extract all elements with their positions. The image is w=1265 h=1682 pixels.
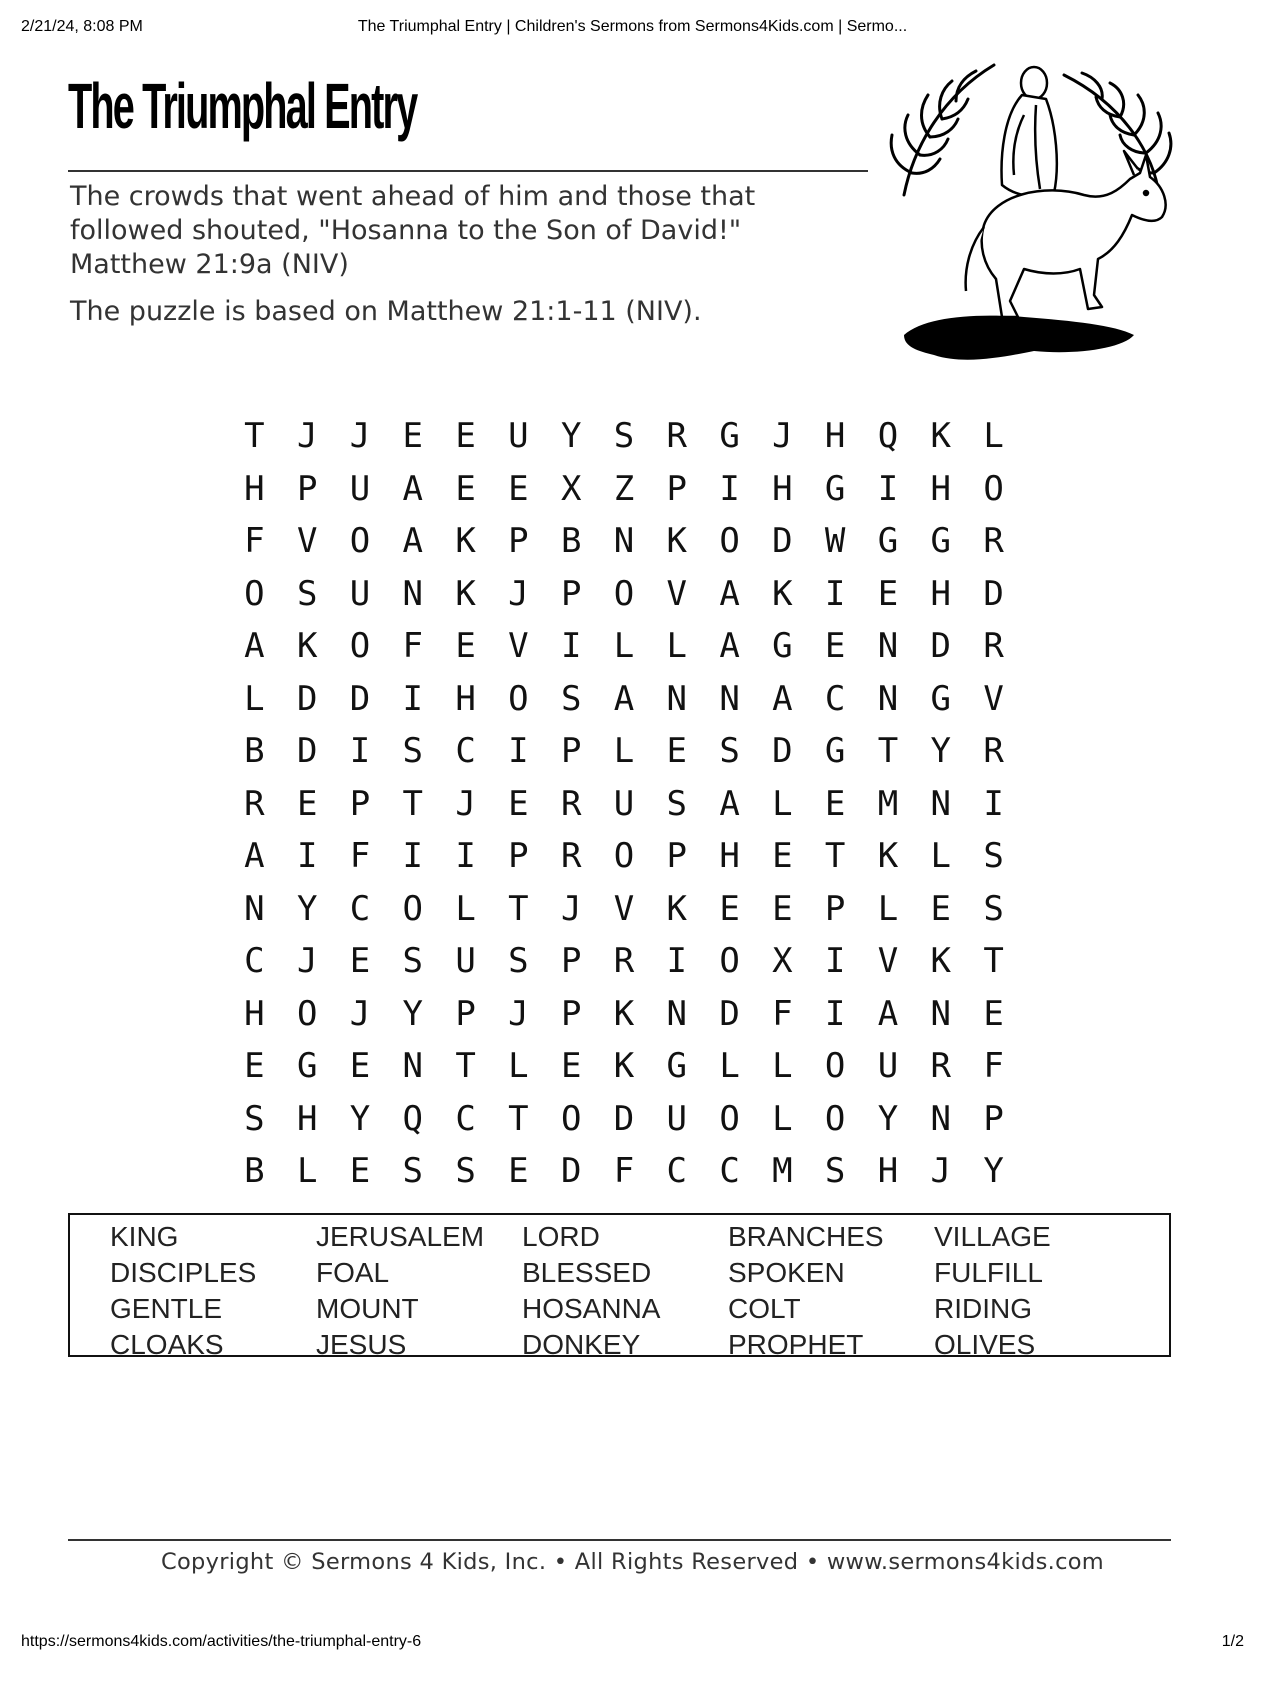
grid-letter[interactable]: E [508, 468, 529, 509]
grid-letter[interactable]: I [719, 468, 740, 509]
word-list-column [522, 1219, 722, 1363]
print-datetime: 2/21/24, 8:08 PM [21, 18, 143, 35]
grid-letter[interactable]: S [666, 783, 688, 824]
title-divider [68, 170, 868, 172]
word-list-item: COLT [728, 1293, 801, 1324]
grid-letter[interactable]: B [244, 1151, 265, 1191]
grid-letter[interactable]: C [824, 678, 846, 719]
grid-letter[interactable]: O [719, 1098, 740, 1139]
grid-letter[interactable]: E [349, 1046, 371, 1086]
grid-letter[interactable]: U [455, 941, 476, 981]
grid-letter[interactable]: U [666, 1098, 688, 1139]
grid-letter[interactable]: A [402, 468, 424, 509]
grid-letter[interactable]: G [772, 626, 793, 666]
grid-letter[interactable]: U [349, 573, 371, 614]
grid-letter[interactable]: G [930, 678, 951, 719]
grid-letter[interactable]: C [244, 941, 265, 981]
grid-letter[interactable]: V [877, 941, 899, 981]
grid-row [228, 620, 1020, 673]
grid-letter[interactable]: O [349, 626, 371, 666]
grid-letter[interactable]: S [508, 941, 529, 981]
grid-letter[interactable]: N [666, 678, 688, 719]
grid-letter[interactable]: R [244, 783, 265, 824]
grid-letter[interactable]: O [719, 521, 740, 561]
scripture-verse [70, 180, 830, 282]
grid-letter[interactable]: X [560, 468, 582, 509]
grid-letter[interactable]: K [455, 521, 476, 561]
grid-letter[interactable]: G [877, 521, 899, 561]
word-search-grid[interactable] [228, 410, 1020, 1198]
grid-letter[interactable]: T [455, 1046, 476, 1086]
grid-letter[interactable]: L [455, 888, 476, 929]
grid-letter[interactable]: O [719, 941, 740, 981]
grid-letter[interactable]: F [402, 626, 424, 666]
grid-letter[interactable]: D [296, 731, 318, 771]
grid-letter[interactable]: E [349, 941, 371, 981]
grid-letter[interactable]: A [613, 678, 635, 719]
grid-letter[interactable]: F [983, 1046, 1004, 1086]
word-list-column [934, 1219, 1134, 1363]
grid-letter[interactable]: A [244, 836, 265, 876]
grid-letter[interactable]: K [296, 626, 318, 666]
grid-letter[interactable]: L [244, 678, 265, 719]
word-list-item: SPOKEN [728, 1257, 845, 1288]
grid-letter[interactable]: S [296, 573, 318, 614]
grid-letter[interactable]: E [455, 626, 476, 666]
grid-letter[interactable]: B [244, 731, 265, 771]
grid-letter[interactable]: Y [296, 888, 318, 929]
word-list-item: LORD [522, 1221, 600, 1252]
grid-letter[interactable]: C [455, 731, 476, 771]
jesus-on-donkey-illustration [884, 55, 1174, 375]
grid-letter[interactable]: S [244, 1098, 265, 1139]
grid-letter[interactable]: U [508, 416, 529, 456]
grid-row [228, 410, 1020, 463]
grid-letter[interactable]: O [244, 573, 265, 614]
grid-letter[interactable]: L [613, 731, 635, 771]
grid-letter[interactable]: N [244, 888, 265, 929]
grid-letter[interactable]: P [560, 941, 582, 981]
grid-letter[interactable]: Y [402, 993, 424, 1034]
grid-letter[interactable]: O [824, 1046, 846, 1086]
grid-letter[interactable]: H [296, 1098, 318, 1139]
grid-letter[interactable]: V [296, 521, 318, 561]
grid-letter[interactable]: T [508, 888, 529, 929]
grid-letter[interactable]: P [824, 888, 846, 929]
grid-letter[interactable]: E [455, 468, 476, 509]
grid-letter[interactable]: G [666, 1046, 688, 1086]
grid-letter[interactable]: E [877, 573, 899, 614]
grid-letter[interactable]: H [719, 836, 740, 876]
grid-letter[interactable]: J [560, 888, 582, 929]
grid-letter[interactable]: H [930, 573, 951, 614]
grid-letter[interactable]: C [349, 888, 371, 929]
grid-letter[interactable]: O [560, 1098, 582, 1139]
grid-letter[interactable]: L [508, 1046, 529, 1086]
grid-letter[interactable]: E [508, 783, 529, 824]
grid-letter[interactable]: K [613, 1046, 635, 1086]
grid-letter[interactable]: N [930, 783, 951, 824]
print-url: https://sermons4kids.com/activities/the-triumphal-entry-6 [21, 1633, 422, 1650]
grid-letter[interactable]: J [296, 416, 318, 456]
grid-letter[interactable]: L [719, 1046, 740, 1086]
word-list-item: FULFILL [934, 1257, 1043, 1288]
grid-letter[interactable]: P [560, 573, 582, 614]
grid-letter[interactable]: I [824, 941, 846, 981]
grid-letter[interactable]: O [613, 836, 635, 876]
grid-row [228, 935, 1020, 988]
word-list-item: PROPHET [728, 1329, 864, 1360]
grid-letter[interactable]: A [719, 573, 740, 614]
grid-letter[interactable]: P [560, 731, 582, 771]
grid-letter[interactable]: N [877, 678, 899, 719]
grid-letter[interactable]: H [824, 416, 846, 456]
grid-letter[interactable]: L [613, 626, 635, 666]
grid-letter[interactable]: D [560, 1151, 582, 1191]
word-list-item: KING [110, 1221, 179, 1252]
grid-letter[interactable]: V [666, 573, 688, 614]
word-list-item: VILLAGE [934, 1221, 1051, 1252]
grid-letter[interactable]: V [613, 888, 635, 929]
grid-letter[interactable]: C [666, 1151, 688, 1191]
grid-letter[interactable]: I [402, 836, 424, 876]
grid-letter[interactable]: N [930, 1098, 951, 1139]
grid-letter[interactable]: V [983, 678, 1004, 719]
grid-letter[interactable]: K [666, 888, 688, 929]
grid-letter[interactable]: M [772, 1151, 793, 1191]
grid-letter[interactable]: J [455, 783, 476, 824]
grid-letter[interactable]: Y [877, 1098, 899, 1139]
word-list-item: BRANCHES [728, 1221, 884, 1252]
grid-letter[interactable]: P [666, 468, 688, 509]
grid-letter[interactable]: B [560, 521, 582, 561]
grid-letter[interactable]: K [930, 416, 951, 456]
grid-letter[interactable]: T [983, 941, 1004, 981]
grid-letter[interactable]: K [930, 941, 951, 981]
grid-letter[interactable]: P [508, 836, 529, 876]
grid-letter[interactable]: E [666, 731, 688, 771]
grid-letter[interactable]: H [877, 1151, 899, 1191]
grid-letter[interactable]: P [455, 993, 476, 1034]
grid-letter[interactable]: H [930, 468, 951, 509]
grid-letter[interactable]: L [983, 416, 1004, 456]
grid-letter[interactable]: S [719, 731, 740, 771]
grid-letter[interactable]: I [824, 993, 846, 1034]
grid-letter[interactable]: G [930, 521, 951, 561]
grid-letter[interactable]: N [930, 993, 951, 1034]
grid-letter[interactable]: K [877, 836, 899, 876]
grid-letter[interactable]: Y [983, 1151, 1004, 1191]
grid-letter[interactable]: Y [930, 731, 951, 771]
grid-letter[interactable]: E [824, 626, 846, 666]
grid-letter[interactable]: O [983, 468, 1004, 509]
grid-letter[interactable]: L [666, 626, 688, 666]
grid-letter[interactable]: D [296, 678, 318, 719]
grid-letter[interactable]: R [930, 1046, 951, 1086]
grid-letter[interactable]: S [613, 416, 635, 456]
grid-letter[interactable]: N [666, 993, 688, 1034]
word-list-item: DONKEY [522, 1329, 641, 1360]
grid-letter[interactable]: S [402, 941, 424, 981]
grid-letter[interactable]: I [296, 836, 318, 876]
grid-letter[interactable]: Y [560, 416, 582, 456]
grid-letter[interactable]: H [772, 468, 793, 509]
grid-row [228, 673, 1020, 726]
grid-row [228, 883, 1020, 936]
print-header [21, 18, 1244, 42]
grid-letter[interactable]: E [402, 416, 424, 456]
grid-letter[interactable]: E [772, 836, 793, 876]
word-list-item: DISCIPLES [110, 1257, 257, 1288]
word-list-item: GENTLE [110, 1293, 223, 1324]
grid-letter[interactable]: H [244, 993, 265, 1034]
grid-letter[interactable]: G [296, 1046, 318, 1086]
grid-letter[interactable]: E [508, 1151, 529, 1191]
grid-letter[interactable]: E [455, 416, 476, 456]
grid-letter[interactable]: R [560, 836, 582, 876]
grid-letter[interactable]: S [402, 1151, 424, 1191]
grid-letter[interactable]: S [455, 1151, 476, 1191]
footer-divider [68, 1539, 1171, 1541]
grid-letter[interactable]: J [349, 993, 371, 1034]
grid-letter[interactable]: F [772, 993, 793, 1034]
grid-letter[interactable]: R [666, 416, 688, 456]
grid-letter[interactable]: A [772, 678, 793, 719]
grid-letter[interactable]: N [719, 678, 740, 719]
grid-letter[interactable]: W [824, 521, 846, 561]
grid-letter[interactable]: D [349, 678, 371, 719]
grid-letter[interactable]: S [983, 836, 1004, 876]
word-list-item: MOUNT [316, 1293, 419, 1324]
word-list-item: FOAL [316, 1257, 390, 1288]
word-list-item: BLESSED [522, 1257, 652, 1288]
verse-line-2: followed shouted, "Hosanna to the Son of David!" [70, 215, 742, 246]
grid-letter[interactable]: O [296, 993, 318, 1034]
grid-letter[interactable]: Z [613, 468, 635, 509]
worksheet-title: The Triumphal Entry [68, 70, 417, 142]
grid-letter[interactable]: J [930, 1151, 951, 1191]
grid-row [228, 830, 1020, 883]
grid-letter[interactable]: E [772, 888, 793, 929]
grid-letter[interactable]: N [402, 573, 424, 614]
grid-letter[interactable]: R [983, 521, 1004, 561]
grid-letter[interactable]: T [824, 836, 846, 876]
grid-letter[interactable]: F [349, 836, 371, 876]
word-list-item: RIDING [934, 1293, 1032, 1324]
grid-letter[interactable]: M [877, 783, 899, 824]
word-list-column [110, 1219, 310, 1363]
grid-letter[interactable]: D [613, 1098, 635, 1139]
print-page-number: 1/2 [1221, 1633, 1244, 1650]
grid-row [228, 463, 1020, 516]
grid-letter[interactable]: E [930, 888, 951, 929]
grid-letter[interactable]: Q [877, 416, 899, 456]
grid-letter[interactable]: S [402, 731, 424, 771]
grid-letter[interactable]: O [508, 678, 529, 719]
word-list-box [68, 1213, 1171, 1360]
grid-letter[interactable]: A [719, 783, 740, 824]
grid-row [228, 988, 1020, 1041]
grid-letter[interactable]: T [877, 731, 899, 771]
grid-letter[interactable]: E [560, 1046, 582, 1086]
grid-letter[interactable]: A [877, 993, 899, 1034]
grid-letter[interactable]: D [772, 521, 793, 561]
grid-row [228, 725, 1020, 778]
grid-letter[interactable]: Q [402, 1098, 424, 1139]
grid-letter[interactable]: V [508, 626, 529, 666]
grid-letter[interactable]: R [983, 731, 1004, 771]
grid-letter[interactable]: P [666, 836, 688, 876]
grid-letter[interactable]: H [455, 678, 476, 719]
grid-letter[interactable]: T [508, 1098, 529, 1139]
grid-row [228, 1040, 1020, 1093]
grid-letter[interactable]: R [983, 626, 1004, 666]
grid-letter[interactable]: C [455, 1098, 476, 1139]
grid-letter[interactable]: S [983, 888, 1004, 929]
grid-letter[interactable]: N [613, 521, 635, 561]
grid-letter[interactable]: X [772, 941, 793, 981]
word-list-item: HOSANNA [522, 1293, 661, 1324]
grid-letter[interactable]: G [719, 416, 740, 456]
grid-letter[interactable]: P [296, 468, 318, 509]
grid-letter[interactable]: I [560, 626, 582, 666]
grid-letter[interactable]: O [402, 888, 424, 929]
grid-letter[interactable]: H [244, 468, 265, 509]
grid-letter[interactable]: K [666, 521, 688, 561]
grid-letter[interactable]: N [402, 1046, 424, 1086]
grid-letter[interactable]: I [349, 731, 371, 771]
grid-letter[interactable]: D [983, 573, 1004, 614]
grid-letter[interactable]: O [613, 573, 635, 614]
grid-letter[interactable]: D [772, 731, 793, 771]
grid-letter[interactable]: K [772, 573, 793, 614]
grid-letter[interactable]: J [349, 416, 371, 456]
grid-letter[interactable]: C [719, 1151, 740, 1191]
grid-letter[interactable]: P [983, 1098, 1004, 1139]
puzzle-basis: The puzzle is based on Matthew 21:1-11 (NIV). [70, 296, 702, 327]
copyright-notice: Copyright © Sermons 4 Kids, Inc. • All Rights Reserved • www.sermons4kids.com [160, 1549, 1105, 1575]
grid-letter[interactable]: K [455, 573, 476, 614]
grid-letter[interactable]: G [824, 731, 846, 771]
grid-letter[interactable]: J [508, 993, 529, 1034]
grid-letter[interactable]: E [296, 783, 318, 824]
grid-letter[interactable]: D [930, 626, 951, 666]
grid-letter[interactable]: E [824, 783, 846, 824]
grid-letter[interactable]: U [877, 1046, 899, 1086]
grid-letter[interactable]: J [508, 573, 529, 614]
grid-letter[interactable]: F [613, 1151, 635, 1191]
print-footer [21, 1633, 1244, 1657]
grid-letter[interactable]: R [613, 941, 635, 981]
word-list-item: JESUS [316, 1329, 407, 1360]
grid-letter[interactable]: I [824, 573, 846, 614]
grid-letter[interactable]: L [772, 1046, 793, 1086]
grid-row [228, 1145, 1020, 1198]
grid-letter[interactable]: I [666, 941, 688, 981]
grid-letter[interactable]: U [349, 468, 371, 509]
grid-row [228, 1093, 1020, 1146]
word-list-column [728, 1219, 928, 1363]
verse-line-1: The crowds that went ahead of him and those that [70, 181, 756, 212]
grid-letter[interactable]: J [772, 416, 793, 456]
grid-letter[interactable]: L [296, 1151, 318, 1191]
grid-letter[interactable]: E [983, 993, 1004, 1034]
grid-row [228, 778, 1020, 831]
grid-letter[interactable]: I [877, 468, 899, 509]
grid-letter[interactable]: O [349, 521, 371, 561]
grid-letter[interactable]: N [877, 626, 899, 666]
verse-reference: Matthew 21:9a (NIV) [70, 249, 349, 280]
grid-letter[interactable]: R [560, 783, 582, 824]
grid-letter[interactable]: U [613, 783, 635, 824]
grid-letter[interactable]: I [508, 731, 529, 771]
print-page-title: The Triumphal Entry | Children's Sermons from Sermons4Kids.com | Sermo... [357, 18, 908, 35]
grid-letter[interactable]: I [455, 836, 476, 876]
grid-letter[interactable]: E [244, 1046, 265, 1086]
grid-letter[interactable]: L [877, 888, 899, 929]
grid-letter[interactable]: L [772, 783, 793, 824]
grid-letter[interactable]: L [772, 1098, 793, 1139]
grid-row [228, 568, 1020, 621]
grid-letter[interactable]: P [560, 993, 582, 1034]
jesus-robe [1002, 95, 1057, 196]
word-list-item: JERUSALEM [316, 1221, 485, 1252]
grid-letter[interactable]: P [508, 521, 529, 561]
grid-letter[interactable]: O [824, 1098, 846, 1139]
grid-letter[interactable]: J [296, 941, 318, 981]
word-list-item: OLIVES [934, 1329, 1036, 1360]
grid-letter[interactable]: T [402, 783, 424, 824]
grid-letter[interactable]: G [824, 468, 846, 509]
word-list-column [316, 1219, 516, 1363]
grid-letter[interactable]: D [719, 993, 740, 1034]
grid-letter[interactable]: Y [349, 1098, 371, 1139]
grid-row [228, 515, 1020, 568]
grid-letter[interactable]: E [719, 888, 740, 929]
grid-letter[interactable]: A [402, 521, 424, 561]
grid-letter[interactable]: A [719, 626, 740, 666]
grid-letter[interactable]: P [349, 783, 371, 824]
grid-letter[interactable]: L [930, 836, 951, 876]
grid-letter[interactable]: S [824, 1151, 846, 1191]
grid-letter[interactable]: E [349, 1151, 371, 1191]
grid-letter[interactable]: F [244, 521, 265, 561]
grid-letter[interactable]: I [402, 678, 424, 719]
grid-letter[interactable]: A [244, 626, 265, 666]
grid-letter[interactable]: I [983, 783, 1004, 824]
word-list-item: CLOAKS [110, 1329, 224, 1360]
ground-shadow [904, 316, 1134, 360]
grid-letter[interactable]: K [613, 993, 635, 1034]
grid-letter[interactable]: T [244, 416, 265, 456]
grid-letter[interactable]: S [560, 678, 582, 719]
